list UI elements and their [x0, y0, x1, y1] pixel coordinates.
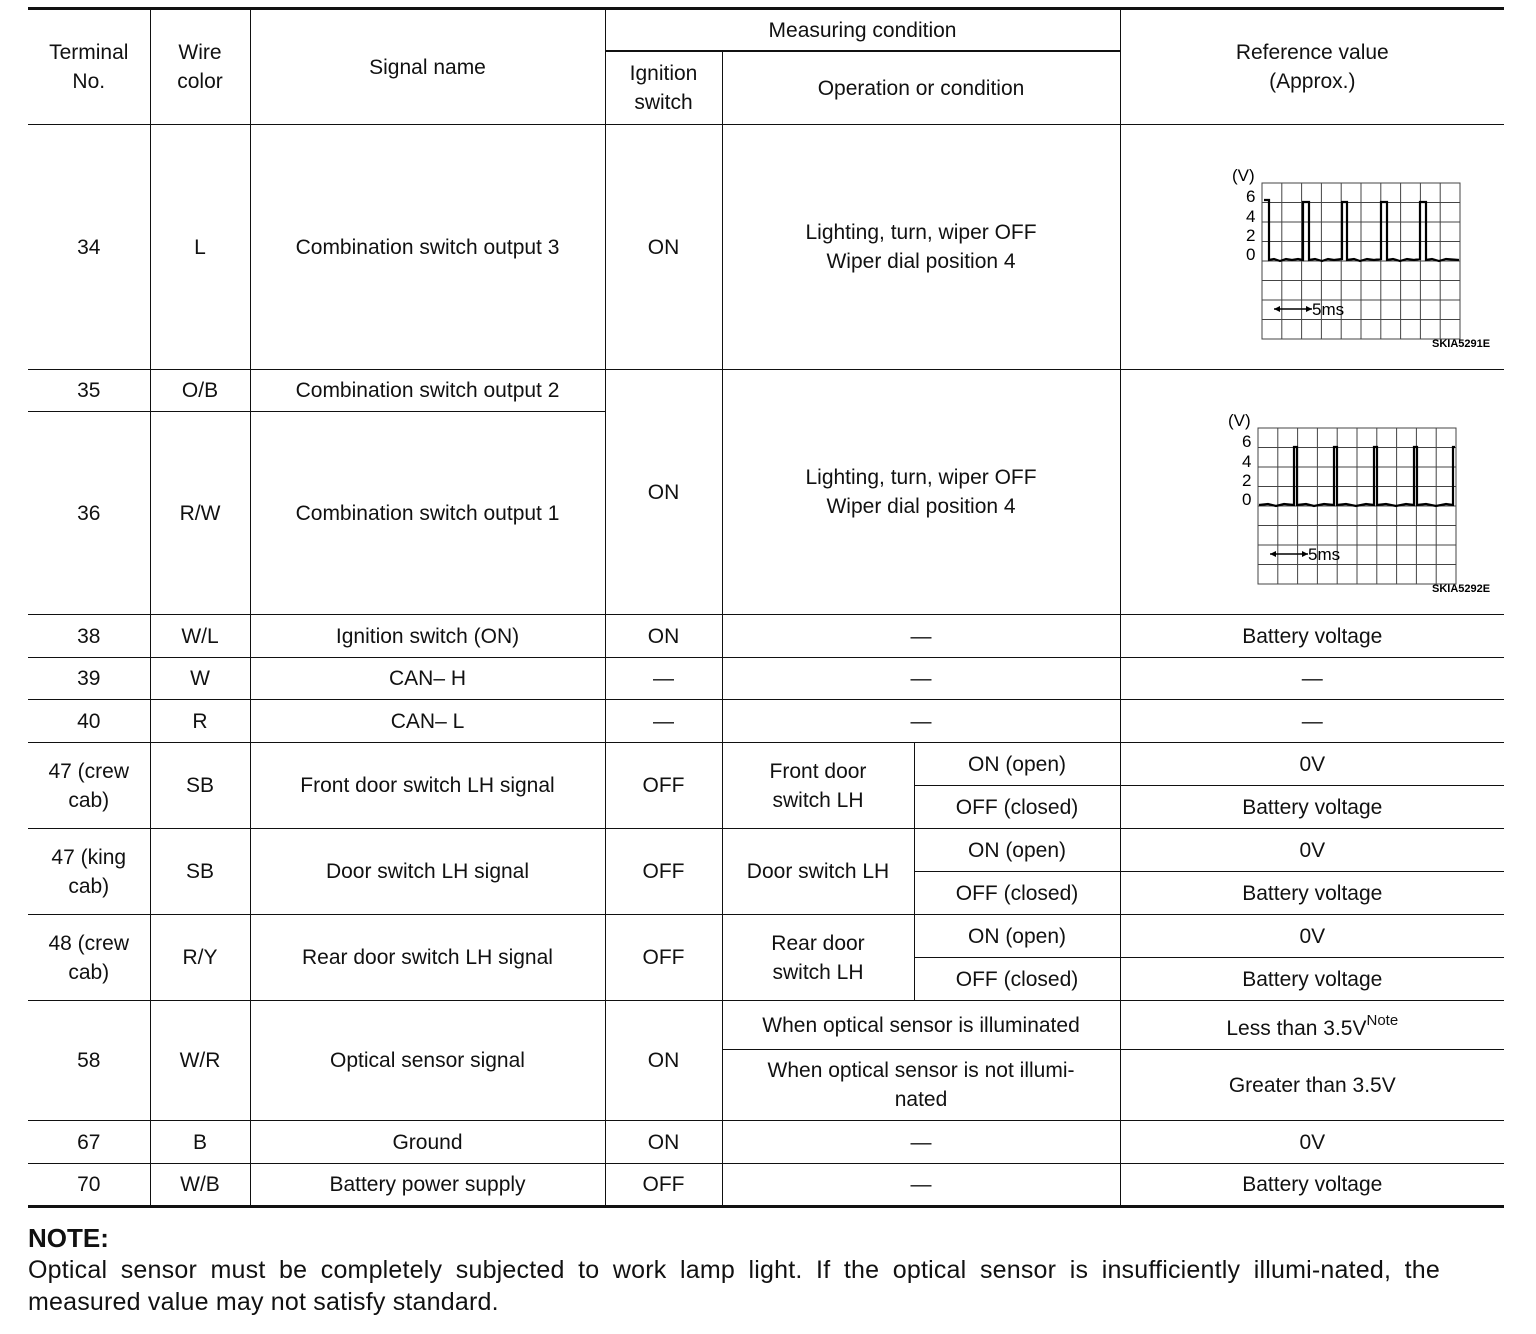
condition-cell: When optical sensor is illuminated	[722, 1001, 1120, 1050]
header-reference-value: Reference value (Approx.)	[1120, 9, 1504, 125]
table-row	[28, 1121, 1504, 1164]
wire-cell: W/B	[150, 1164, 250, 1207]
wire-cell: R	[150, 700, 250, 743]
table-row	[28, 700, 1504, 743]
terminal-cell: 67	[28, 1121, 150, 1164]
signal-cell: Rear door switch LH signal	[250, 915, 605, 1001]
ignition-cell: OFF	[605, 1164, 722, 1207]
signal-cell: CAN– L	[250, 700, 605, 743]
ignition-cell: OFF	[605, 915, 722, 1001]
terminal-cell: 39	[28, 658, 150, 700]
terminal-table	[28, 7, 1504, 1208]
ignition-cell: ON	[605, 370, 722, 615]
header-wire-color: Wire color	[150, 9, 250, 125]
note-text: Optical sensor must be completely subjected to work lamp light. If the optical sensor is insufficiently illumi-nated, the measured value may not satisfy standard.	[28, 1256, 1440, 1316]
waveform-time-label: 5ms	[1312, 300, 1345, 319]
reference-cell: Less than $3.5V^{Note}$	[1120, 1001, 1504, 1050]
terminal-cell: 48 (crew cab)	[28, 915, 150, 1001]
waveform-tick: 0	[1246, 245, 1256, 264]
ignition-cell: ON	[605, 125, 722, 370]
sub-condition-cell: OFF (closed)	[914, 872, 1120, 915]
condition-cell: Front door switch LH	[722, 743, 914, 829]
waveform-y-unit: (V)	[1228, 411, 1251, 430]
wire-cell: W	[150, 658, 250, 700]
note-block	[28, 1222, 1440, 1318]
wire-cell: O/B	[150, 370, 250, 412]
table-row	[28, 915, 1504, 958]
table-row	[28, 743, 1504, 786]
reference-cell: Battery voltage	[1120, 786, 1504, 829]
condition-cell: —	[722, 1164, 1120, 1207]
signal-cell: Ground	[250, 1121, 605, 1164]
wire-cell: R/Y	[150, 915, 250, 1001]
reference-cell	[1120, 370, 1504, 615]
waveform-tick: 2	[1242, 471, 1252, 490]
page	[28, 7, 1504, 1208]
condition-cell: —	[722, 1121, 1120, 1164]
reference-cell	[1120, 125, 1504, 370]
sub-condition-cell: ON (open)	[914, 915, 1120, 958]
waveform-tick: 4	[1242, 452, 1252, 471]
table-row	[28, 1164, 1504, 1207]
terminal-cell: 70	[28, 1164, 150, 1207]
condition-cell: Door switch LH	[722, 829, 914, 915]
sub-condition-cell: ON (open)	[914, 743, 1120, 786]
reference-cell: Battery voltage	[1120, 958, 1504, 1001]
reference-cell: 0V	[1120, 1121, 1504, 1164]
waveform-tick: 0	[1242, 490, 1252, 509]
reference-cell: 0V	[1120, 915, 1504, 958]
terminal-cell: 47 (crew cab)	[28, 743, 150, 829]
figure-code: SKIA5291E	[1432, 338, 1491, 350]
waveform-chart-1	[1162, 147, 1491, 350]
header-terminal-no: Terminal No.	[28, 9, 150, 125]
reference-cell: —	[1120, 658, 1504, 700]
note-title: NOTE:	[28, 1223, 109, 1253]
table-row	[28, 125, 1504, 370]
condition-cell: —	[722, 700, 1120, 743]
table-row	[28, 1001, 1504, 1050]
terminal-cell: 34	[28, 125, 150, 370]
reference-cell: 0V	[1120, 743, 1504, 786]
terminal-cell: 47 (king cab)	[28, 829, 150, 915]
signal-cell: Combination switch output 2	[250, 370, 605, 412]
signal-cell: Combination switch output 1	[250, 412, 605, 615]
ignition-cell: —	[605, 658, 722, 700]
signal-cell: Combination switch output 3	[250, 125, 605, 370]
ignition-cell: ON	[605, 1121, 722, 1164]
signal-cell: Battery power supply	[250, 1164, 605, 1207]
header-measuring-condition: Measuring condition	[605, 9, 1120, 52]
wire-cell: W/R	[150, 1001, 250, 1121]
terminal-cell: 38	[28, 615, 150, 658]
terminal-cell: 40	[28, 700, 150, 743]
sub-condition-cell: ON (open)	[914, 829, 1120, 872]
signal-cell: Ignition switch (ON)	[250, 615, 605, 658]
table-row	[28, 370, 1504, 412]
note-superscript: Note	[1366, 1011, 1399, 1029]
wire-cell: L	[150, 125, 250, 370]
header-ignition-switch: Ignition switch	[605, 51, 722, 125]
sub-condition-cell: OFF (closed)	[914, 786, 1120, 829]
table-row	[28, 658, 1504, 700]
signal-cell: Front door switch LH signal	[250, 743, 605, 829]
wire-cell: B	[150, 1121, 250, 1164]
terminal-cell: 58	[28, 1001, 150, 1121]
waveform-tick: 4	[1246, 207, 1256, 226]
wire-cell: SB	[150, 743, 250, 829]
signal-cell: Optical sensor signal	[250, 1001, 605, 1121]
terminal-cell: 35	[28, 370, 150, 412]
ignition-cell: ON	[605, 1001, 722, 1121]
condition-cell: Lighting, turn, wiper OFF Wiper dial position 4	[722, 370, 1120, 615]
waveform-tick: 6	[1242, 432, 1252, 451]
signal-cell: Door switch LH signal	[250, 829, 605, 915]
ignition-cell: OFF	[605, 829, 722, 915]
waveform-tick: 6	[1246, 187, 1256, 206]
reference-cell: —	[1120, 700, 1504, 743]
terminal-cell: 36	[28, 412, 150, 615]
reference-cell: Greater than 3.5V	[1120, 1050, 1504, 1121]
header-signal-name: Signal name	[250, 9, 605, 125]
ignition-cell: ON	[605, 615, 722, 658]
table-row	[28, 615, 1504, 658]
waveform-y-unit: (V)	[1232, 166, 1255, 185]
table-row	[28, 829, 1504, 872]
ignition-cell: —	[605, 700, 722, 743]
sub-condition-cell: OFF (closed)	[914, 958, 1120, 1001]
signal-cell: CAN– H	[250, 658, 605, 700]
condition-cell: Lighting, turn, wiper OFF Wiper dial position 4	[722, 125, 1120, 370]
waveform-time-label: 5ms	[1308, 545, 1341, 564]
wire-cell: R/W	[150, 412, 250, 615]
waveform-tick: 2	[1246, 226, 1256, 245]
header-operation-or-condition: Operation or condition	[722, 51, 1120, 125]
condition-cell: Rear door switch LH	[722, 915, 914, 1001]
reference-cell: Battery voltage	[1120, 615, 1504, 658]
figure-code: SKIA5292E	[1432, 583, 1491, 595]
reference-cell: Battery voltage	[1120, 1164, 1504, 1207]
wire-cell: SB	[150, 829, 250, 915]
ignition-cell: OFF	[605, 743, 722, 829]
reference-cell: Battery voltage	[1120, 872, 1504, 915]
condition-cell: —	[722, 658, 1120, 700]
reference-cell: 0V	[1120, 829, 1504, 872]
waveform-chart-2	[1162, 392, 1491, 595]
condition-cell: When optical sensor is not illumi- nated	[722, 1050, 1120, 1121]
wire-cell: W/L	[150, 615, 250, 658]
condition-cell: —	[722, 615, 1120, 658]
